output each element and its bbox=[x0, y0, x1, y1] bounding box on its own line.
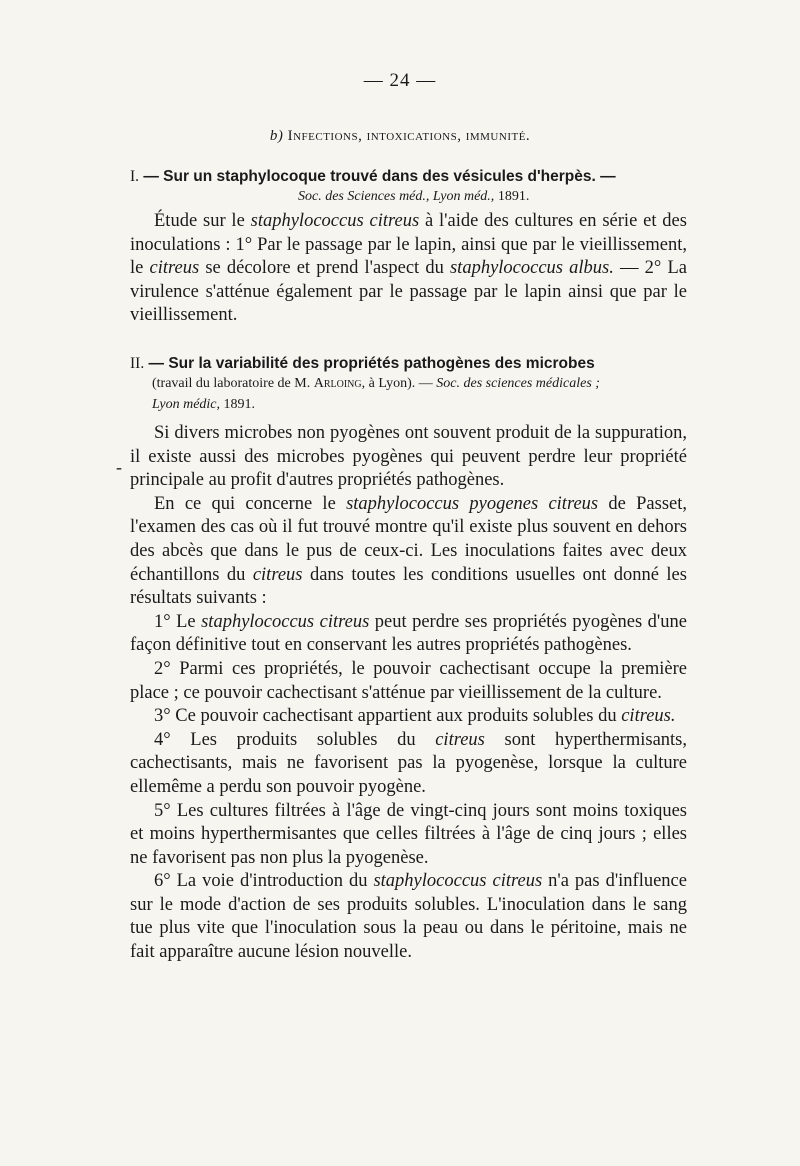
entry-2-body bbox=[130, 422, 687, 965]
paragraph-a: Si divers microbes non pyogènes ont souvent produit de la suppuration, il existe aussi des microbes pyogènes qui peuvent perdre leur propriété principale au profit d'autres propriétés pathogènes. bbox=[130, 423, 687, 491]
entry-1-paragraph: Étude sur le staphylococcus citreus à l'aide des cultures en série et des inoculations : 1° Par le passage par le lapin, ainsi que par le vieillissement, le citreus se décolore et prend l'aspect du staphylococcus albus. — 2° La virulence s'atténue également par le passage par le lapin ainsi que par le vieillissement. bbox=[130, 211, 687, 326]
section-letter: b) bbox=[269, 128, 284, 144]
entry-1-title bbox=[130, 166, 685, 187]
entry-1-title-text: — Sur un staphylocoque trouvé dans des vésicules d'herpès. — bbox=[143, 168, 616, 185]
paragraph-e: 3° Ce pouvoir cachectisant appartient aux produits solubles du citreus. bbox=[154, 706, 676, 727]
paragraph-c: 1° Le staphylococcus citreus peut perdre ses propriétés pyogènes d'une façon définitive tout en conservant les autres propriétés pathogènes. bbox=[130, 611, 687, 656]
section-title: Infections, intoxications, immunité. bbox=[287, 128, 531, 144]
entry-2-numeral: II. bbox=[130, 355, 145, 372]
entry-1-reference-year: 1891. bbox=[497, 189, 530, 204]
entry-2-reference: (travail du laboratoire de M. Arloing, à Lyon). — Soc. des sciences médicales ; Lyon médic, 1891. bbox=[152, 376, 600, 412]
author-name: Arloing bbox=[313, 376, 362, 391]
margin-mark: - bbox=[116, 457, 122, 477]
paragraph-f: 4° Les produits solubles du citreus sont hyperthermisants, cachectisants, mais ne favorisent pas la pyogenèse, lorsque la culture ellemême a perdu son pouvoir pyogène. bbox=[130, 729, 687, 797]
entry-1-body bbox=[130, 210, 687, 328]
section-heading bbox=[0, 128, 800, 145]
paragraph-h: 6° La voie d'introduction du staphylococcus citreus n'a pas d'influence sur le mode d'action de ses produits solubles. L'inoculation dans le sang tue plus vite que l'inoculation sous la peau ou dans le péritoine, mais ne fait apparaître aucune lésion nouvelle. bbox=[130, 871, 687, 963]
entry-2-title bbox=[130, 353, 685, 374]
paragraph-g: 5° Les cultures filtrées à l'âge de vingt-cinq jours sont moins toxiques et moins hyperthermisantes que celles filtrées à l'âge de cinq jours ; elles ne favorisent pas non plus la pyogenèse. bbox=[130, 800, 687, 868]
entry-1-reference bbox=[298, 186, 529, 207]
page-number: — 24 — bbox=[363, 70, 437, 91]
entry-1-reference-journal: Soc. des Sciences méd., Lyon méd., bbox=[298, 189, 495, 204]
entry-1-numeral: I. bbox=[130, 168, 140, 185]
paragraph-d: 2° Parmi ces propriétés, le pouvoir cachectisant occupe la première place ; ce pouvoir cachectisant s'atténue par vieillissement de la culture. bbox=[130, 658, 687, 703]
entry-2-title-text: — Sur la variabilité des propriétés pathogènes des microbes bbox=[148, 355, 595, 372]
paragraph-b: En ce qui concerne le staphylococcus pyogenes citreus de Passet, l'examen des cas où il fut trouvé montre qu'il existe plus souvent en dehors des abcès que dans le pus de ceux-ci. Les inoculations faites avec deux échantillons du citreus dans toutes les conditions usuelles ont donné les résultats suivants : bbox=[130, 493, 687, 609]
